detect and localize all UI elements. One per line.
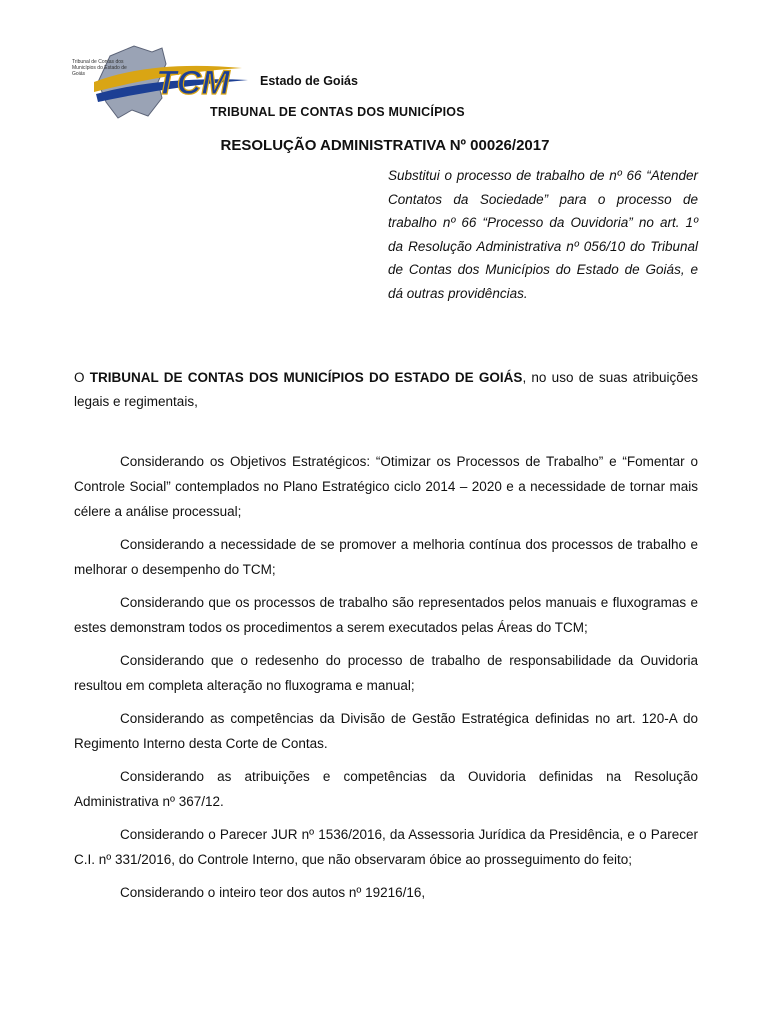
opening-rest: , no uso de suas atribuições legais e regimentais, [74, 370, 698, 409]
considerando-paragraph: Considerando o Parecer JUR nº 1536/2016, da Assessoria Jurídica da Presidência, e o Parecer C.I. nº 331/2016, do Controle Interno, que não observaram óbice ao prosseguimento do feito; [74, 827, 698, 867]
considerandos-section [74, 449, 698, 913]
opening-paragraph [74, 366, 698, 414]
organization-name: TRIBUNAL DE CONTAS DOS MUNICÍPIOS [210, 105, 465, 119]
opening-org-name: TRIBUNAL DE CONTAS DOS MUNICÍPIOS DO ESTADO DE GOIÁS [89, 370, 523, 385]
considerando-paragraph: Considerando os Objetivos Estratégicos: “Otimizar os Processos de Trabalho” e “Fomentar o Controle Social” contemplados no Plano Estratégico ciclo 2014 – 2020 e a necessidade de tornar mais célere a análise processual; [74, 454, 698, 519]
ementa-summary: Substitui o processo de trabalho de nº 66 “Atender Contatos da Sociedade” para o processo de trabalho nº 66 “Processo da Ouvidoria” no art. 1º da Resolução Administrativa nº 056/10 do Tribunal de Contas dos Municípios do Estado de Goiás, e dá outras providências. [388, 168, 698, 301]
state-name: Estado de Goiás [260, 74, 358, 88]
considerando-paragraph: Considerando que os processos de trabalho são representados pelos manuais e fluxogramas e estes demonstram todos os procedimentos a serem executados pelas Áreas do TCM; [74, 595, 698, 635]
logo-wordmark: TCM [156, 64, 230, 102]
considerando-paragraph: Considerando as competências da Divisão de Gestão Estratégica definidas no art. 120-A do Regimento Interno desta Corte de Contas. [74, 711, 698, 751]
considerando-paragraph: Considerando que o redesenho do processo de trabalho de responsabilidade da Ouvidoria resultou em completa alteração no fluxograma e manual; [74, 653, 698, 693]
considerando-paragraph: Considerando as atribuições e competências da Ouvidoria definidas na Resolução Administrativa nº 367/12. [74, 769, 698, 809]
considerando-paragraph: Considerando o inteiro teor dos autos nº 19216/16, [120, 885, 426, 900]
logo-fine-print: Tribunal de Contas dos Municípios do Estado de Goiás [72, 59, 127, 77]
opening-prefix: O [74, 370, 90, 385]
considerando-paragraph: Considerando a necessidade de se promover a melhoria contínua dos processos de trabalho e melhorar o desempenho do TCM; [74, 537, 698, 577]
document-title: RESOLUÇÃO ADMINISTRATIVA Nº 00026/2017 [220, 137, 550, 154]
